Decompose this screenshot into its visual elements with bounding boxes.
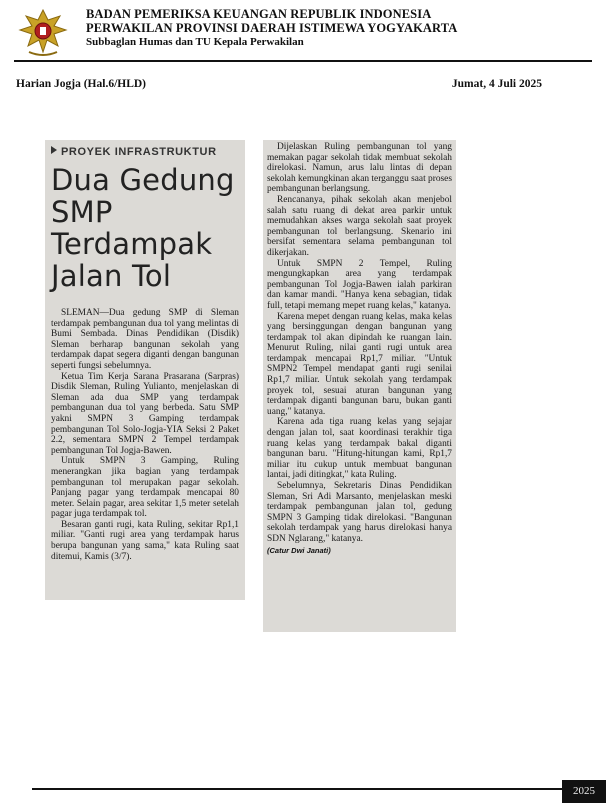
paragraph: SLEMAN—Dua gedung SMP di Sleman terdampak pembangunan dua tol yang melintas di Bumi Sembada. Dinas Pendidikan (Disdik) Sleman berharap bangunan sekolah yang terdampak dapat segera diganti dengan bangunan seperti fungsi sebelumnya. <box>51 308 239 371</box>
paragraph: Karena ada tiga ruang kelas yang sejajar dengan jalan tol, saat koordinasi terakhir tiga ruang kelas yang terdampak bakal diganti bangunan baru. "Hitung-hitungan kami, Rp1,7 miliar itu cukup untuk membuat bangunan lantai, jadi ditingkat," kata Ruling. <box>267 417 452 481</box>
org-branch: PERWAKILAN PROVINSI DAERAH ISTIMEWA YOGYAKARTA <box>86 21 458 35</box>
footer-divider <box>32 788 562 790</box>
news-clipping-right <box>263 140 456 632</box>
article-headline: Dua Gedung SMP Terdampak Jalan Tol <box>51 163 235 293</box>
org-unit: Subbaglan Humas dan TU Kepala Perwakilan <box>86 36 304 48</box>
triangle-bullet-icon <box>51 146 57 154</box>
year-tag: 2025 <box>562 780 606 803</box>
document-header <box>0 0 614 62</box>
paragraph: Rencananya, pihak sekolah akan menjebol salah satu ruang di dekat area parkir untuk memudahkan akses warga sekolah saat proyek pembangunan tol berlangsung. Skenario ini bersifat sementara selama pembangunan tol dikerjakan. <box>267 194 452 258</box>
date-label: Jumat, 4 Juli 2025 <box>451 78 542 90</box>
paragraph: Sebelumnya, Sekretaris Dinas Pendidikan Sleman, Sri Adi Marsanto, menjelaskan meski terdampak pembangunan jalan tol, gedung SMPN 3 Gamping tidak direlokasi. "Bangunan sekolah terdampak yang harus direlokasi hanya SDN Nglarang," katanya. <box>267 481 452 544</box>
header-divider <box>14 60 592 62</box>
kicker-text: PROYEK INFRASTRUKTUR <box>61 146 217 158</box>
paragraph: Besaran ganti rugi, kata Ruling, sekitar Rp1,1 miliar. "Ganti rugi area yang terdampak harus berupa bangunan yang sama," kata Ruling saat ditemui, Kamis (3/7). <box>51 519 239 562</box>
paragraph: Untuk SMPN 2 Tempel, Ruling mengungkapkan area yang terdampak pembangunan Tol Jogja-Bawen ialah parkiran dan kamar mandi. "Hanya kena sebagian, tidak full, tetapi memang mepet ruang kelas," katanya. <box>267 258 452 311</box>
article-body-left <box>51 308 239 562</box>
article-body-right <box>267 142 452 555</box>
organization-block <box>86 7 457 49</box>
paragraph: Untuk SMPN 3 Gamping, Ruling menerangkan jika bagian yang terdampak pembangunan tol merupakan pagar sekolah. Panjang pagar yang terdampak mencapai 80 meter. Selain pagar, area sekitar 1,5 meter setelah pagar juga terdampak tol. <box>51 456 239 520</box>
garuda-emblem-icon <box>14 4 72 58</box>
paragraph: Dijelaskan Ruling pembangunan tol yang memakan pagar sekolah tidak membuat sekolah direlokasi. Namun, arus lalu lintas di depan sekolah kemungkinan akan terganggu saat proses pembangunan berlangsung. <box>267 142 452 195</box>
news-clipping-left <box>45 140 245 600</box>
article-kicker <box>51 146 217 158</box>
author-credit: (Catur Dwi Janati) <box>267 545 331 555</box>
org-name: BADAN PEMERIKSA KEUANGAN REPUBLIK INDONESIA <box>86 7 432 21</box>
paragraph: Ketua Tim Kerja Sarana Prasarana (Sarpras) Disdik Sleman, Ruling Yulianto, menjelaskan di Sleman ada dua SMP yang terdampak pembangunan dua tol yang berbeda. Satu SMP yakni SMPN 3 Gamping terdampak pembangunan Tol Solo-Jogja-YIA Seksi 2 Paket 2.2, sementara SMPN 2 Tempel terdampak pembangunan Tol Jogja-Bawen. <box>51 371 239 456</box>
paragraph: Karena mepet dengan ruang kelas, maka kelas yang bersinggungan dengan bangunan yang terdampak tol akan dipindah ke ruangan lain. Menurut Ruling, nilai ganti rugi untuk area terdampak mencapai Rp1,7 miliar. "Untuk SMPN2 Tempel mendapat ganti rugi senilai Rp1,7 miliar. Untuk sekolah yang terdampak proyek tol, sesuai aturan bangunan yang terdampak diganti bangunan baru, bukan ganti uang," katanya. <box>267 311 452 417</box>
source-label: Harian Jogja (Hal.6/HLD) <box>16 78 147 90</box>
